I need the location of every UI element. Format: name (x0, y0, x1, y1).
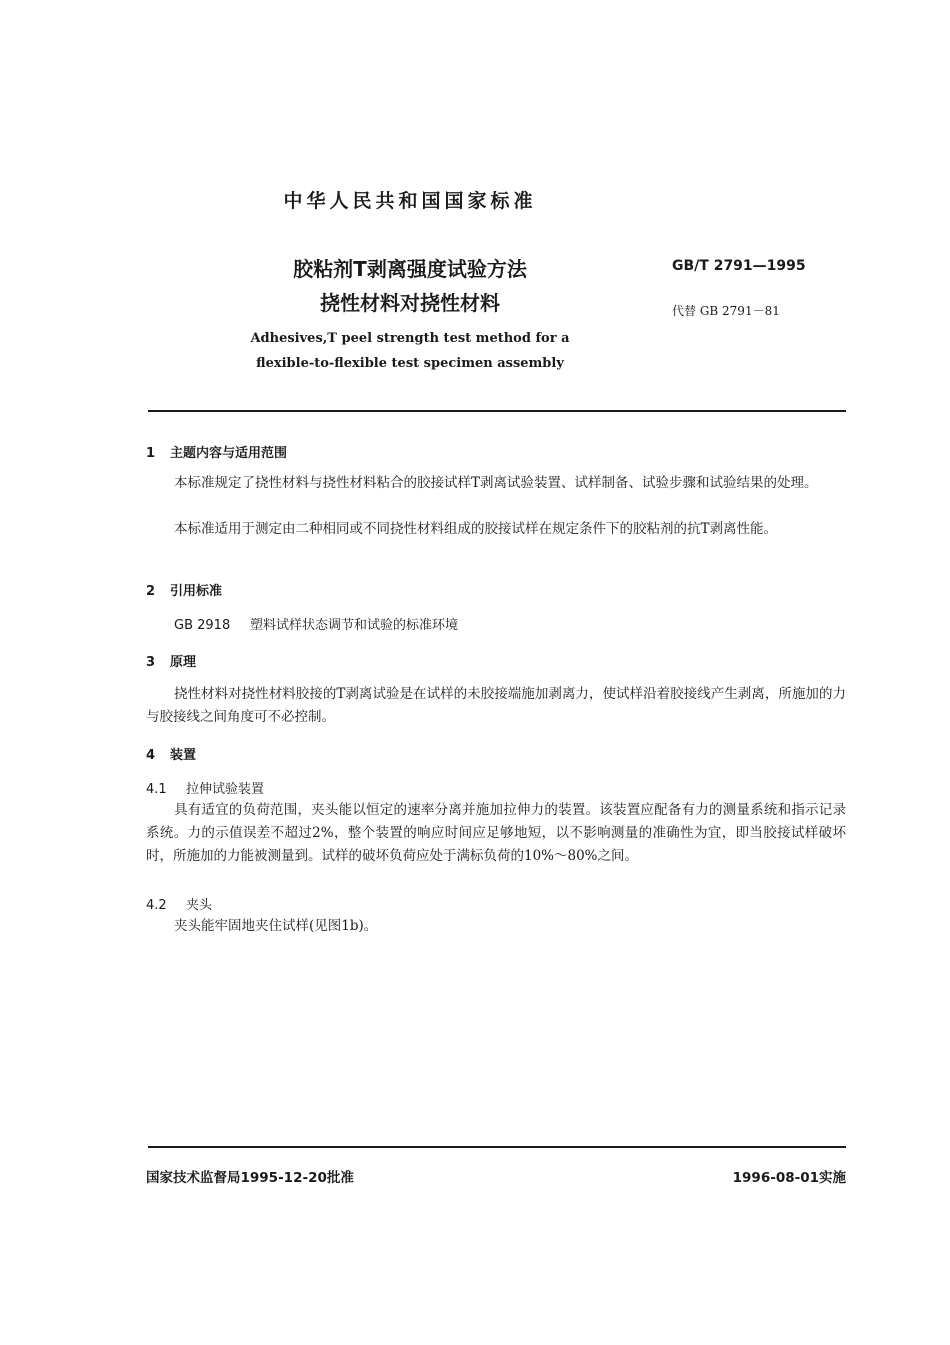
subsection-title: 拉伸试验装置 (186, 782, 265, 797)
subsection-4-2-heading (146, 894, 212, 913)
subsection-number: 4.1 (146, 782, 167, 797)
standard-number: GB/T 2791—1995 (672, 258, 806, 274)
national-standard-heading: 中华人民共和国国家标准 (283, 190, 537, 212)
title-en-line2: flexible-to-flexible test specimen assembly (256, 356, 564, 371)
reference-entry (174, 614, 458, 633)
section-3-paragraph-1: 挠性材料对挠性材料胶接的T剥离试验是在试样的未胶接端施加剥离力，使试样沿着胶接线产生剥离，所施加的力与胶接线之间角度可不必控制。 (146, 686, 846, 725)
section-1-paragraph-2: 本标准适用于测定由二种相同或不同挠性材料组成的胶接试样在规定条件下的胶粘剂的抗T剥离性能。 (174, 521, 778, 537)
section-1-paragraph-1: 本标准规定了挠性材料与挠性材料粘合的胶接试样T剥离试验装置、试样制备、试验步骤和试验结果的处理。 (174, 475, 818, 491)
title-zh-line2: 挠性材料对挠性材料 (320, 291, 500, 315)
reference-code: GB 2918 (174, 618, 231, 633)
section-3-heading (146, 651, 196, 670)
section-number: 2 (146, 584, 156, 599)
subsection-title: 夹头 (186, 898, 213, 913)
title-en-line1: Adhesives,T peel strength test method for a (250, 331, 570, 346)
section-title: 装置 (170, 748, 197, 763)
section-number: 4 (146, 748, 156, 763)
subsection-4-1-heading (146, 778, 264, 797)
section-1-heading (146, 442, 287, 461)
approval-date: 国家技术监督局1995-12-20批准 (146, 1170, 354, 1186)
subsection-4-1-paragraph: 具有适宜的负荷范围，夹头能以恒定的速率分离并施加拉伸力的装置。该装置应配备有力的测量系统和指示记录系统。力的示值误差不超过2%，整个装置的响应时间应足够地短，以不影响测量的准确性为宜，即当胶接试样破坏时，所施加的力能被测量到。试样的破坏负荷应处于满标负荷的10%～80%之间。 (146, 802, 846, 864)
section-4-heading (146, 744, 196, 763)
section-number: 1 (146, 446, 156, 461)
subsection-4-2-paragraph: 夹头能牢固地夹住试样(见图1b)。 (174, 918, 378, 934)
section-2-heading (146, 580, 222, 599)
effective-date: 1996-08-01实施 (732, 1170, 846, 1186)
section-title: 主题内容与适用范围 (170, 446, 288, 461)
replaces-standard: 代替 GB 2791－81 (672, 304, 780, 318)
header-divider (148, 410, 846, 412)
section-number: 3 (146, 655, 156, 670)
footer-divider (148, 1146, 846, 1148)
title-zh-line1: 胶粘剂T剥离强度试验方法 (293, 257, 527, 281)
subsection-number: 4.2 (146, 898, 167, 913)
section-title: 引用标准 (170, 584, 223, 599)
reference-title: 塑料试样状态调节和试验的标准环境 (250, 618, 459, 633)
section-title: 原理 (170, 655, 197, 670)
